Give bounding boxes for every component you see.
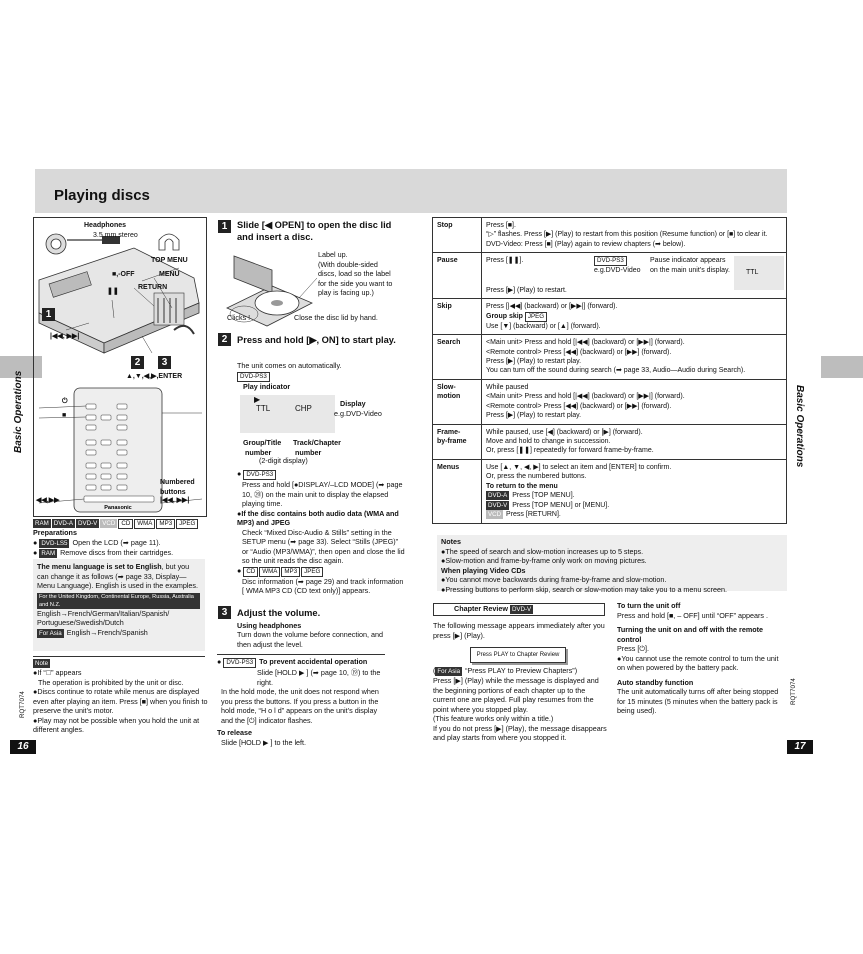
code-left: RQT7074 (19, 691, 26, 718)
label-up-text: Label up. (With double-sided discs, load so the label for the side you want to play is facing up.) (318, 250, 393, 297)
turn-off-section: To turn the unit off Press and hold [■, – OFF] until “OFF” appears . Turning the unit on and off with the remote control Press [⏻]. ●You cannot use the remote control to turn the unit on when powered by the battery pack. Auto standby function The unit automatically turns off after being stopped for 15 minutes (5 minutes when the battery pack is being used). (617, 601, 779, 715)
note-body: ●If “” appears The operation is prohibited by the unit or disc. ●Discs continue to rotate while menus are displayed even after playing an item. Press [■] when you finish to preserve the unit’s motor. ●Play may not be possible when you hold the unit at different angles. (33, 668, 211, 735)
prep2-tag: RAM (41, 549, 56, 557)
step1-heading: Slide [◀ OPEN] to open the disc lid and insert a disc. (237, 220, 392, 242)
note-divider (33, 656, 205, 657)
region2-text: English→French/Spanish (66, 627, 148, 637)
page-number-right: 17 (787, 740, 813, 754)
right-edge-tab (821, 356, 863, 378)
display-label: Display (340, 399, 366, 408)
tag-vcd: VCD (102, 520, 116, 527)
step2-sub: The unit comes on automatically. (237, 361, 342, 370)
lcd-ttl: TTL (256, 404, 271, 413)
step2-number: 2 (218, 333, 231, 346)
menu-language-box (33, 559, 205, 651)
device-step2-marker: 2 (131, 356, 144, 369)
remote-brand: Panasonic (104, 505, 132, 511)
two-digit-label: (2-digit display) (259, 456, 308, 465)
step3-heading: Adjust the volume. (237, 608, 321, 618)
code-right: RQT7074 (790, 678, 797, 705)
tag-mp3: MP3 (156, 519, 175, 529)
note3-text: Play may not be possible when you hold the unit at different angles. (33, 715, 200, 734)
stop-off-label: ■,-OFF (112, 271, 135, 278)
lcd-display: TTL CHP ▶ (240, 395, 335, 433)
table-row: Frame- by-frame While paused, use [◀] (backward) or [▶] (forward). Move and hold to change in succession. Or, press [❚❚] repeatedly for forward frame-by-frame. (433, 424, 787, 459)
region1-tag: For the United Kingdom, Continental Europe, Russia, Australia and N.Z. (37, 593, 200, 609)
table-row: Slow- motion While paused <Main unit> Press and hold [|◀◀] (backward) or [▶▶|] (forward). <Remote control> Press [◀◀] (backward) or [▶▶] (forward). Press [▶] (Play) to restart play. (433, 379, 787, 424)
step3-sub-head: Using headphones (237, 621, 302, 630)
accident-divider (217, 654, 385, 655)
note-title: Note (35, 660, 49, 667)
tag-jpeg: JPEG (176, 519, 198, 529)
chapter-p1: The following message appears immediately after you press [▶] (Play). (433, 621, 605, 640)
page-number-left: 16 (10, 740, 36, 754)
side-label-left: Basic Operations (13, 370, 24, 453)
table-row: Skip Press [|◀◀] (backward) or [▶▶|] (forward). Group skip JPEG Use [▼] (backward) or [▲] (forward). (433, 299, 787, 335)
tag-dvd-v: DVD-V (78, 520, 98, 527)
power-label: ⏻ (62, 398, 68, 405)
headphones-label: Headphones (84, 222, 127, 229)
step3-sub: Turn down the volume before connection, and then adjust the level. (237, 630, 383, 649)
tag-dvd-a: DVD-A (53, 520, 74, 527)
chapter-review-heading: Chapter Review DVD-V (433, 603, 605, 616)
table-row: Menus Use [▲, ▼, ◀, ▶] to select an item and [ENTER] to confirm. Or, press the numbered buttons. To return to the menu DVD-A Press [TOP MENU]. DVD-V Press [TOP MENU] or [MENU]. VCD Press [RETURN]. (433, 459, 787, 523)
device-step1-marker: 1 (42, 308, 55, 321)
top-menu-label: TOP MENU (151, 257, 188, 264)
arrows-enter-label: ▲,▼,◀,▶,ENTER (126, 373, 183, 380)
prep1-text: Open the LCD (➡ page 11). (72, 537, 161, 547)
region2-tag: For Asia (39, 629, 62, 637)
prep1-tag: DVD-LS5 (41, 539, 68, 547)
step2-heading: Press and hold [▶, ON] to start play. (237, 335, 396, 345)
group-title-label: Group/Title number (243, 438, 282, 457)
note1-text: The operation is prohibited by the unit or disc. (38, 677, 184, 687)
device-step3-marker: 3 (158, 356, 171, 369)
chapter-screen-message: Press PLAY to Chapter Review (470, 647, 566, 663)
chapter-body: ( For Asia “Press PLAY to Preview Chapters”) Press [▶] (Play) while the message is displayed and the beginning portions of each chapter up to the current one are played. Full play resumes from the point where you stopped play. (This feature works only within a title.) If you do not press [▶] (Play), the message disappears and play starts from where you stopped it. (433, 666, 607, 742)
tag-wma: WMA (134, 519, 155, 529)
play-indicator-label: Play indicator (243, 382, 291, 391)
tag-cd: CD (118, 519, 133, 529)
pause-label: ❚❚ (107, 288, 119, 295)
table-row: Search <Main unit> Press and hold [|◀◀] (backward) or [▶▶|] (forward). <Remote control> Press [◀◀] (backward) or [▶▶] (forward). Press [▶] (Play) to restart play. You can turn off the sound during search (➡ page 33, Audio—Audio during Search). (433, 335, 787, 380)
display-eg: e.g.DVD-Video (334, 409, 382, 418)
side-label-right: Basic Operations (794, 385, 805, 468)
clicks-label: Clicks ! (227, 313, 251, 322)
table-row: Stop Press [■]. “▷” flashes. Press [▶] (Play) to restart from this position (Resume function) or [■] to clear it. DVD-Video: Press [■] (Play) again to review chapters (➡ below). (433, 218, 787, 253)
page-title: Playing discs (54, 187, 150, 204)
remote-search-label: ◀◀,▶▶ (36, 497, 60, 504)
skip-label: |◀◀, ▶▶| (50, 333, 80, 340)
notes-box: Notes ●The speed of search and slow-motion increases up to 5 steps. ●Slow-motion and frame-by-frame only work on moving pictures. When playing Video CDs ●You cannot move backwards during frame-by-frame and slow-motion. ●Pressing buttons to perform skip, search or slow-motion may take you to a menu screen. (437, 535, 787, 591)
note2-text: Discs continue to rotate while menus are displayed even after playing an item. Press [■] when you finish to preserve the unit’s motor. (33, 687, 208, 715)
prep-title: Preparations (33, 528, 77, 537)
step1-number: 1 (218, 220, 231, 233)
numbered-label-1: Numbered (160, 479, 195, 486)
return-label: RETURN (138, 284, 168, 291)
table-row: Pause Press [❚❚]. DVD-PS3 e.g.DVD-Video Pause indicator appears on the main unit’s display. TTL Press [▶] (Play) to restart. (433, 253, 787, 299)
remote-skip-label: |◀◀, ▶▶| (160, 497, 190, 504)
tag-ram: RAM (35, 520, 49, 527)
operations-table (432, 217, 787, 524)
accident-section: ● DVD-PS3 To prevent accidental operation Slide [HOLD ▶ ] (➡ page 10, ⑲) to the right. In the hold mode, the unit does not respond when you press the buttons. If you press a button in the hold mode, “H o l d” appears on the unit’s display and the [⏻] indicator flashes. To release Slide [HOLD ▶ ] to the left. (217, 657, 381, 747)
menu-label: MENU (159, 271, 180, 278)
prep2-text: Remove discs from their cartridges. (60, 547, 174, 557)
region1-text: English→French/German/Italian/Spanish/ Portuguese/Swedish/Dutch (37, 608, 170, 627)
menu-lang-bold: The menu language is set to English (37, 562, 162, 571)
stereo-label: 3.5 mm stereo (93, 232, 138, 239)
numbered-label-2: buttons (160, 489, 186, 496)
stop-label: ■ (62, 412, 67, 419)
preparations: Preparations ● DVD-LS5 Open the LCD (➡ page 11). ● RAM Remove discs from their cartridges. (33, 528, 211, 558)
step3-number: 3 (218, 606, 231, 619)
step2-bullets: ● DVD-PS3 Press and hold [●DISPLAY/–LCD MODE] (➡ page 10, ⑳) on the main unit to display the elapsed playing time. ●If the disc contains both audio data (WMA and MP3) and JPEG Check “Mixed Disc-Audio & Stills” setting in the SETUP menu (➡ page 33). Select “Stills (JPEG)” or “Audio (MP3/WMA)”, then open and close the lid so the unit reads the disc again. ● CD WMA MP3 JPEG Disc information (➡ page 29) and track information [ WMA MP3 CD (CD text only)] appears. (237, 469, 405, 595)
track-chapter-label: Track/Chapter number (293, 438, 341, 457)
close-lid-label: Close the disc lid by hand. (294, 313, 378, 322)
lcd-chp: CHP (295, 404, 312, 413)
menu-lang-text: , but you can change it as follows (➡ page 33, Display—Menu Language). English is used in the examples. (37, 562, 199, 590)
step2-tag: DVD-PS3 (237, 371, 271, 382)
